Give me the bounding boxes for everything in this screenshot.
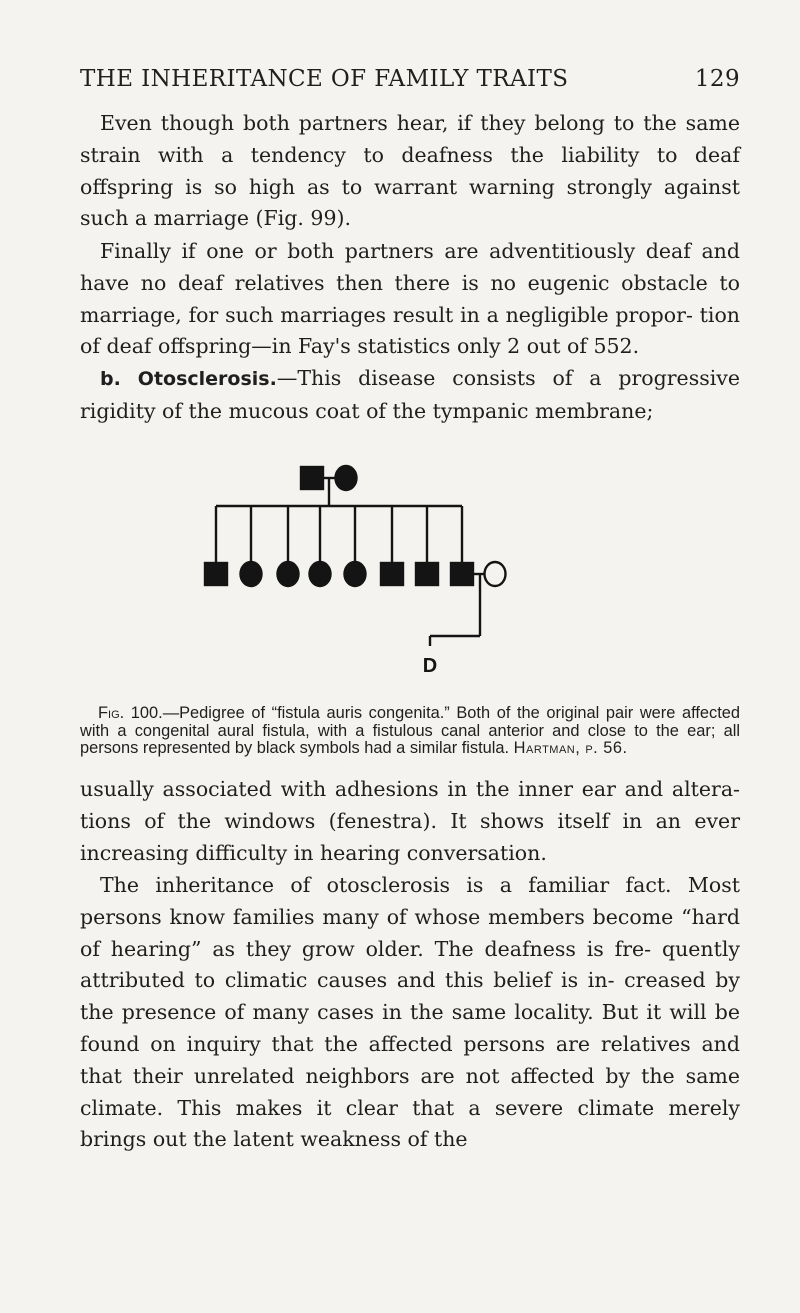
pedigree-child-4 [310, 562, 331, 586]
pedigree-parent-female [336, 466, 357, 490]
paragraph-otosclerosis-symptoms [80, 774, 740, 869]
paragraph-otosclerosis-intro [80, 363, 740, 428]
paragraph-text: Even though both partners hear, if they belong to the same strain with a tendency to deafness the liability to deaf offspring is so high as to warrant warning strongly against such a marriage (Fig. 99). [80, 111, 740, 231]
pedigree-child-7 [416, 563, 438, 585]
paragraph-text: Finally if one or both partners are adventitiously deaf and have no deaf relatives then there is no eugenic obstacle to marriage, for such marriages result in a negligible propor- tion of deaf offspring—in Fay's statistics only 2 out of 552. [80, 239, 740, 359]
figure-caption-label: Fig. 100. [98, 704, 163, 722]
pedigree-child-6 [381, 563, 403, 585]
paragraph-deaf-strain [80, 108, 740, 235]
paragraph-adventitious-deafness [80, 236, 740, 363]
paragraph-text: —This disease consists of a progressive rigidity of the mucous coat of the tympanic membrane; [80, 366, 741, 423]
section-heading-otosclerosis: b. Otosclerosis. [100, 368, 277, 390]
figure-caption-source: Hartman, p. 56. [513, 739, 628, 757]
pedigree-child-1 [205, 563, 227, 585]
figure-caption [80, 705, 740, 758]
paragraph-text: The inheritance of otosclerosis is a familiar fact. Most persons know families many of whose members become “hard of hearing” as they grow older. The deafness is fre- quently attributed to climatic causes and this belief is in- creased by the presence of many cases in the same locality. But it will be found on inquiry that the affected persons are relatives and that their unrelated neighbors are not affected by the same climate. This makes it clear that a severe climate merely brings out the latent weakness of the [80, 873, 740, 1152]
pedigree-spouse [485, 562, 506, 586]
paragraph-text: usually associated with adhesions in the inner ear and altera- tions of the windows (fenestra). It shows itself in an ever increasing difficulty in hearing conversation. [80, 777, 740, 865]
running-header [80, 66, 740, 98]
paragraph-otosclerosis-inheritance [80, 870, 740, 1156]
page-number: 129 [694, 66, 740, 92]
pedigree-child-3 [278, 562, 299, 586]
pedigree-figure [180, 446, 640, 686]
pedigree-child-5 [345, 562, 366, 586]
pedigree-child-2 [241, 562, 262, 586]
pedigree-label-d: D [422, 655, 438, 677]
figure-caption-text: —Pedigree of “fistula auris congenita.” Both of the original pair were affected with a congenital aural fistula, with a fistulous canal anterior and close to the ear; all persons represented by black symbols had a similar fistula. [80, 704, 740, 757]
pedigree-child-8 [451, 563, 473, 585]
running-title: THE INHERITANCE OF FAMILY TRAITS [80, 66, 569, 92]
pedigree-chart [180, 446, 640, 686]
pedigree-parent-male [301, 467, 323, 489]
